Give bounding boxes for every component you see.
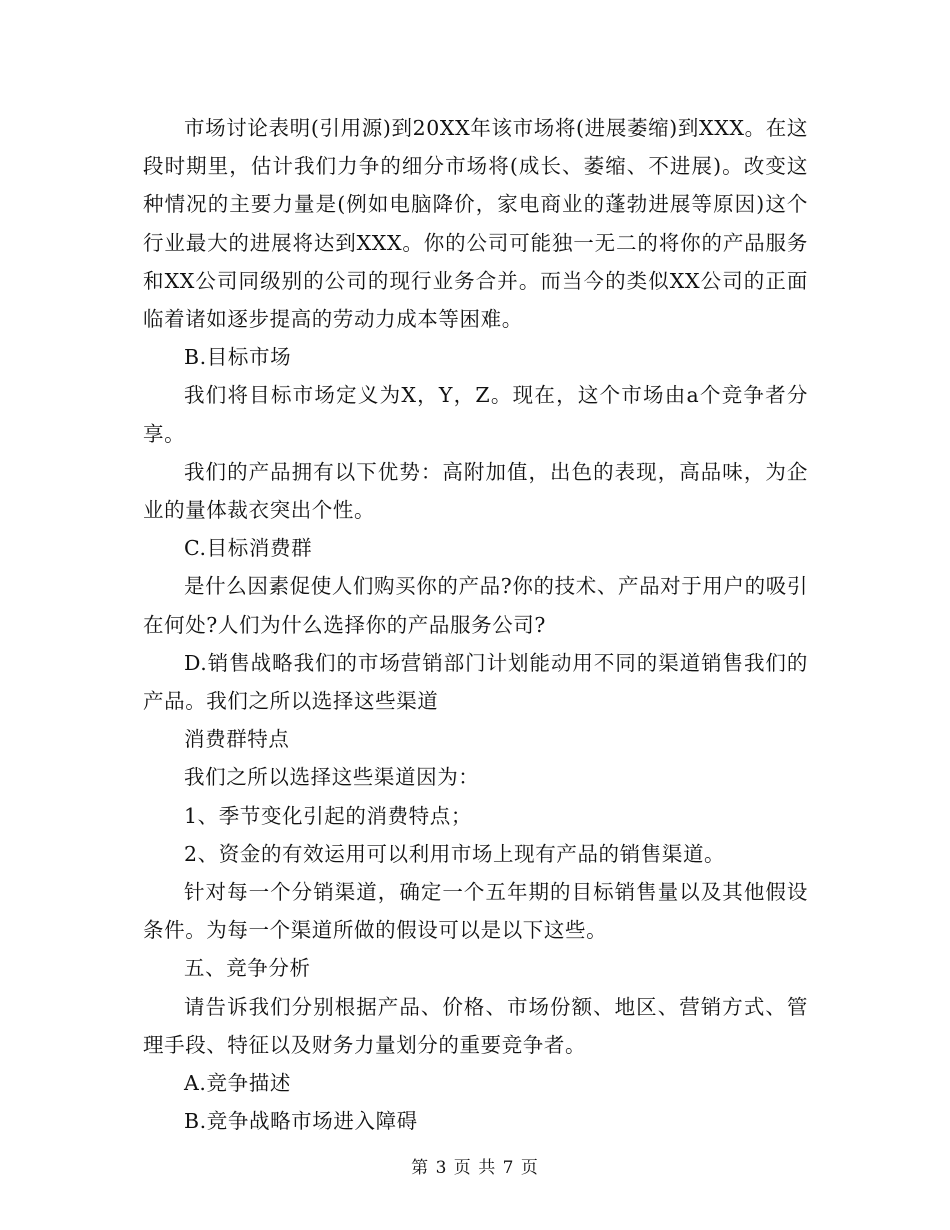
list-item-seasonal: 1、季节变化引起的消费特点； (184, 803, 472, 828)
paragraph-competitors: 请告诉我们分别根据产品、价格、市场份额、地区、营销方式、管理手段、特征以及财务力量划分的重要竞争者。 (143, 994, 808, 1057)
document-body (143, 109, 808, 1140)
paragraph-purchase-factors: 是什么因素促使人们购买你的产品?你的技术、产品对于用户的吸引在何处?人们为什么选择你的产品服务公司? (143, 574, 808, 637)
heading-consumer-traits: 消费群特点 (184, 727, 290, 752)
heading-target-consumers: C.目标消费群 (184, 536, 313, 561)
paragraph-product-advantages: 我们的产品拥有以下优势：高附加值，出色的表现，高品味，为企业的量体裁衣突出个性。 (143, 459, 808, 523)
heading-competition-description: A.竞争描述 (184, 1071, 291, 1096)
page-number-footer: 第 3 页 共 7 页 (411, 1158, 539, 1178)
paragraph-sales-strategy: D.销售战略我们的市场营销部门计划能动用不同的渠道销售我们的产品。我们之所以选择这些渠道 (143, 650, 808, 714)
heading-competition-strategy: B.竞争战略市场进入障碍 (184, 1109, 418, 1134)
heading-target-market: B.目标市场 (184, 345, 292, 370)
heading-competition-analysis: 五、竞争分析 (184, 956, 311, 981)
list-item-funding: 2、资金的有效运用可以利用市场上现有产品的销售渠道。 (184, 841, 726, 866)
paragraph-distribution-targets: 针对每一个分销渠道，确定一个五年期的目标销售量以及其他假设条件。为每一个渠道所做的假设可以是以下这些。 (143, 880, 808, 943)
paragraph-market-discussion: 市场讨论表明(引用源)到20XX年该市场将(进展萎缩)到XXX。在这段时期里，估计我们力争的细分市场将(成长、萎缩、不进展)。改变这种情况的主要力量是(例如电脑降价，家电商业的蓬勃进展等原因)这个行业最大的进展将达到XXX。你的公司可能独一无二的将你的产品服务和XX公司同级别的公司的现行业务合并。而当今的类似XX公司的正面临着诸如逐步提高的劳动力成本等困难。 (143, 116, 808, 332)
paragraph-target-market-definition: 我们将目标市场定义为X，Y，Z。现在，这个市场由a个竞争者分享。 (143, 383, 808, 446)
paragraph-channel-reasons: 我们之所以选择这些渠道因为： (184, 765, 480, 790)
